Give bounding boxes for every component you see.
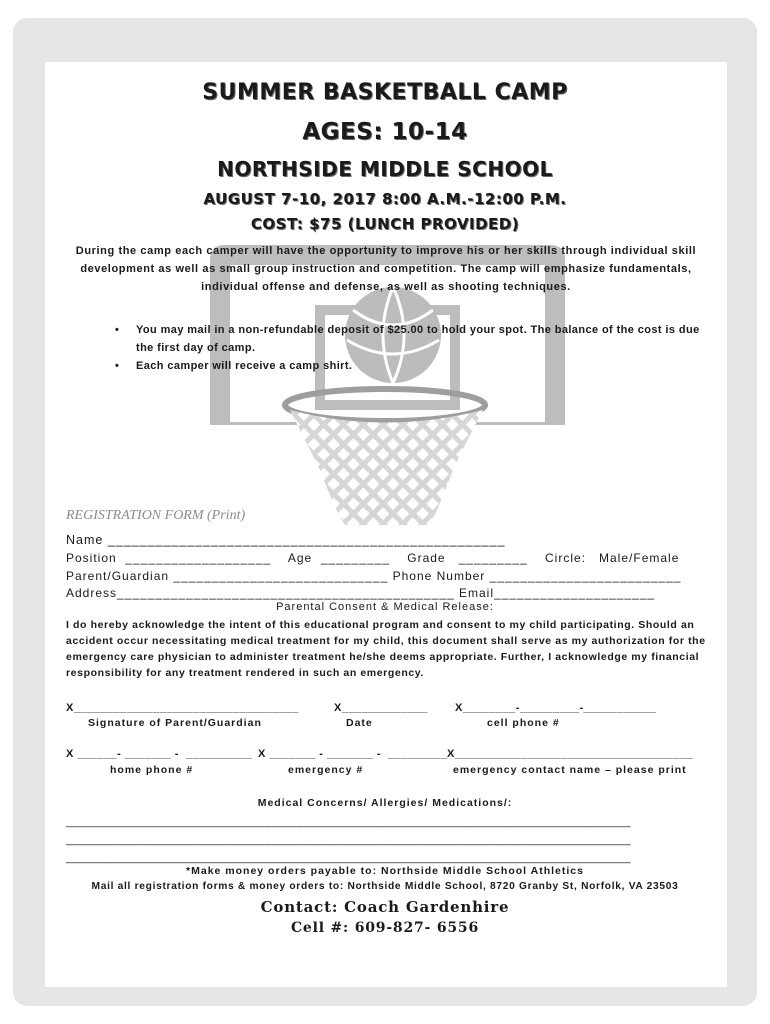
name-field[interactable]: Name __________________________________________________ <box>66 533 506 547</box>
contact-cell: Cell #: 609-827- 6556 <box>290 920 480 936</box>
ages-title: AGES: 10-14 <box>302 119 468 145</box>
parent-phone-field[interactable]: Parent/Guardian ____________________________ Phone Number _________________________ <box>66 569 682 583</box>
emergency-phone-field[interactable]: X _______ - _______ - _________ <box>258 748 448 760</box>
cost-title: COST: $75 (LUNCH PROVIDED) <box>250 215 520 233</box>
bullet-icon: • <box>115 360 120 372</box>
list-item: • Each camper will receive a camp shirt. <box>110 357 710 375</box>
signature-label: Signature of Parent/Guardian <box>88 717 262 729</box>
contact-name: Contact: Coach Gardenhire <box>260 898 510 916</box>
mailing-address: Mail all registration forms & money orders to: Northside Middle School, 8720 Granby St, Norfolk, VA 23503 <box>91 881 679 892</box>
emergency-phone-label: emergency # <box>288 764 364 776</box>
school-title: NORTHSIDE MIDDLE SCHOOL <box>217 157 553 181</box>
medical-line[interactable]: ________________________________________________________________________________________ <box>66 834 631 846</box>
bullet-icon: • <box>115 324 120 336</box>
intro-paragraph: During the camp each camper will have the opportunity to improve his or her skills through individual skill development as well as small group instruction and competition. The camp will emphasize fundamentals, individual offense and defense, as well as shooting techniques. <box>75 245 697 293</box>
home-phone-field[interactable]: X ______- _______ - __________ <box>66 748 253 760</box>
cell-phone-field[interactable]: X________-_________-___________ <box>455 702 657 714</box>
emergency-contact-field[interactable]: X____________________________________ <box>447 748 694 760</box>
medical-line[interactable]: ________________________________________________________________________________________ <box>66 816 631 828</box>
address-email-field[interactable]: Address____________________________________________ Email_____________________ <box>66 586 656 600</box>
info-bullets <box>110 321 710 375</box>
date-field[interactable]: X_____________ <box>334 702 428 714</box>
cell-phone-label: cell phone # <box>487 717 560 729</box>
emergency-contact-label: emergency contact name – please print <box>453 764 687 776</box>
payable-note: *Make money orders payable to: Northside Middle School Athletics <box>186 865 584 877</box>
medical-line[interactable]: ________________________________________________________________________________________ <box>66 852 631 864</box>
consent-paragraph: I do hereby acknowledge the intent of this educational program and consent to my child participating. Should an accident occur necessitating medical treatment for my child, this document shall serve as my authorization for the emergency care physician to administer treatment he/she deems appropriate. Further, I acknowledge my financial responsibility for any treatment rendered in such an emergency. <box>66 619 706 679</box>
home-phone-label: home phone # <box>110 764 194 776</box>
date-label: Date <box>346 717 373 729</box>
date-time-title: AUGUST 7-10, 2017 8:00 A.M.-12:00 P.M. <box>203 190 567 208</box>
consent-title: Parental Consent & Medical Release: <box>276 601 494 613</box>
position-age-grade-field[interactable]: Position ___________________ Age _________ Grade _________ Circle: Male/Female <box>66 551 680 565</box>
list-item: • You may mail in a non-refundable deposit of $25.00 to hold your spot. The balance of the cost is due the first day of camp. <box>110 321 710 357</box>
signature-field[interactable]: X__________________________________ <box>66 702 299 714</box>
registration-form-title: REGISTRATION FORM (Print) <box>66 508 246 523</box>
medical-concerns-title: Medical Concerns/ Allergies/ Medications/: <box>257 797 513 809</box>
camp-title: SUMMER BASKETBALL CAMP <box>202 80 568 105</box>
